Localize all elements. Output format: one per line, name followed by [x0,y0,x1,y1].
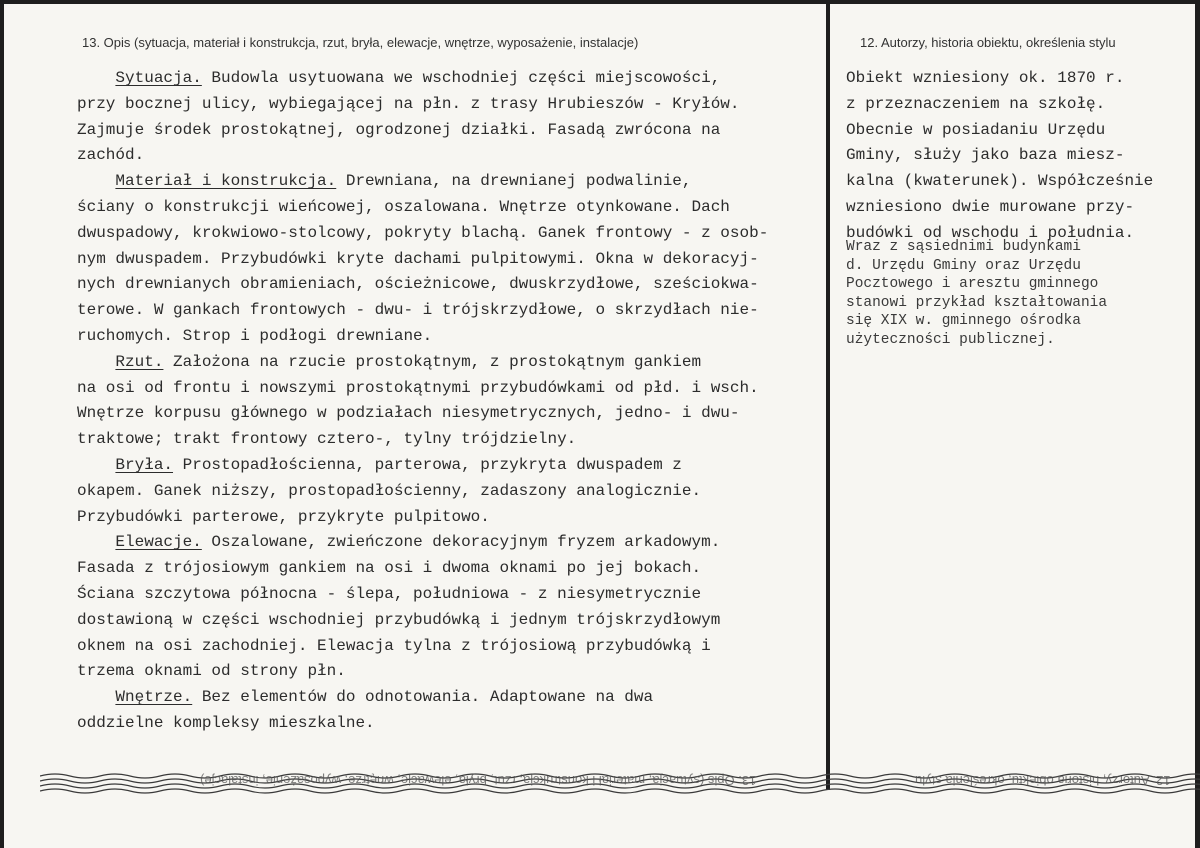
section-heading: Sytuacja. [115,69,202,87]
history-line: Gminy, służy jako baza miesz- [846,146,1125,165]
description-line: trzema oknami od strony płn. [77,662,346,681]
description-line: przy bocznej ulicy, wybiegającej na płn. z trasy Hrubieszów - Kryłów. [77,94,740,113]
addendum-line: Wraz z sąsiednimi budynkami [846,239,1081,255]
description-line: ruchomych. Strop i podłogi drewniane. [77,326,433,345]
history-line: Obecnie w posiadaniu Urzędu [846,120,1106,139]
left-border [0,0,4,848]
addendum-line: się XIX w. gminnego ośrodka [846,313,1081,329]
section-heading: Materiał i konstrukcja. [115,172,337,191]
description-line [77,350,822,376]
history-addendum [846,238,1186,349]
description-line [77,530,822,556]
description-line: dwuspadowy, krokwiowo-stolcowy, pokryty blachą. Ganek frontowy - z osob- [77,223,769,242]
addendum-line: d. Urzędu Gminy oraz Urzędu [846,257,1081,274]
description-line [77,453,822,479]
description-text [77,66,822,737]
mirrored-section-13-header: 13. Opis (sytuacja, materiał i konstrukcja, rzut, bryła, elewacje, wnętrze, wyposażenie, instalacje) [200,773,757,788]
description-line: oknem na osi zachodniej. Elewacja tylna z trójosiową przybudówką i [77,636,711,655]
description-line: terowe. W gankach frontowych - dwu- i trójskrzydłowe, o skrzydłach nie- [77,301,759,320]
description-line: Wnętrze korpusu głównego w podziałach niesymetrycznych, jedno- i dwu- [77,404,740,423]
history-line: kalna (kwaterunek). Współcześnie [846,172,1154,191]
addendum-line: Pocztowego i aresztu gminnego [846,276,1099,292]
description-line [77,169,822,195]
history-line: Obiekt wzniesiony ok. 1870 r. [846,69,1125,87]
history-text [846,66,1186,247]
section-text: Bez elementów do odnotowania. Adaptowane na dwa [192,688,654,707]
section-heading: Wnętrze. [115,688,193,707]
description-line: na osi od frontu i nowszymi prostokątnymi przybudówkami od płd. i wsch. [77,378,759,397]
section-heading: Rzut. [115,352,164,371]
column-divider [826,0,830,790]
description-line: okapem. Ganek niższy, prostopadłościenny, zadaszony analogicznie. [77,481,702,500]
section-text: Drewniana, na drewnianej podwalinie, [336,172,692,191]
history-line: budówki od wschodu i południa. [846,223,1135,242]
description-line [77,685,822,711]
description-line: nych drewnianych obramieniach, ościeżnicowe, dwuskrzydłowe, sześciokwa- [77,275,759,294]
top-border [0,0,1200,4]
addendum-line: użyteczności publicznej. [846,331,1055,348]
description-line: traktowe; trakt frontowy cztero-, tylny trójdzielny. [77,430,577,449]
addendum-line: stanowi przykład kształtowania [846,294,1108,311]
description-line: zachód. [77,146,145,165]
history-line: wzniesiono dwie murowane przy- [846,197,1135,216]
description-line: Ściana szczytowa północna - ślepa, południowa - z niesymetrycznie [77,584,702,603]
description-line: nym dwuspadem. Przybudówki kryte dachami pulpitowymi. Okna w dekoracyj- [77,249,759,268]
section-12-header: 12. Autorzy, historia obiektu, określenia stylu [860,35,1116,50]
history-line: z przeznaczeniem na szkołę. [846,94,1106,113]
description-line: Zajmuje środek prostokątnej, ogrodzonej działki. Fasadą zwrócona na [77,120,721,139]
description-line: Fasada z trójosiowym gankiem na osi i dwoma oknami po jej bokach. [77,559,702,578]
section-text: Prostopadłościenna, parterowa, przykryta dwuspadem z [173,455,682,474]
description-line [77,66,822,92]
section-heading: Bryła. [115,455,174,474]
description-line: ściany o konstrukcji wieńcowej, oszalowana. Wnętrze otynkowane. Dach [77,197,730,216]
mirrored-section-12-header: 12. Autorzy, historia obiektu, określenia stylu [915,773,1171,788]
section-13-header: 13. Opis (sytuacja, materiał i konstrukcja, rzut, bryła, elewacje, wnętrze, wyposażenie, instalacje) [82,35,639,50]
section-heading: Elewacje. [115,533,202,552]
description-line: dostawioną w części wschodniej przybudówką i jednym trójskrzydłowym [77,610,721,629]
section-text: Budowla usytuowana we wschodniej części miejscowości, [201,69,721,87]
description-line: oddzielne kompleksy mieszkalne. [77,713,375,732]
section-text: Oszalowane, zwieńczone dekoracyjnym fryzem arkadowym. [201,533,721,552]
right-border [1195,0,1200,848]
section-text: Założona na rzucie prostokątnym, z prostokątnym gankiem [163,352,702,371]
description-line: Przybudówki parterowe, przykryte pulpitowo. [77,507,490,526]
